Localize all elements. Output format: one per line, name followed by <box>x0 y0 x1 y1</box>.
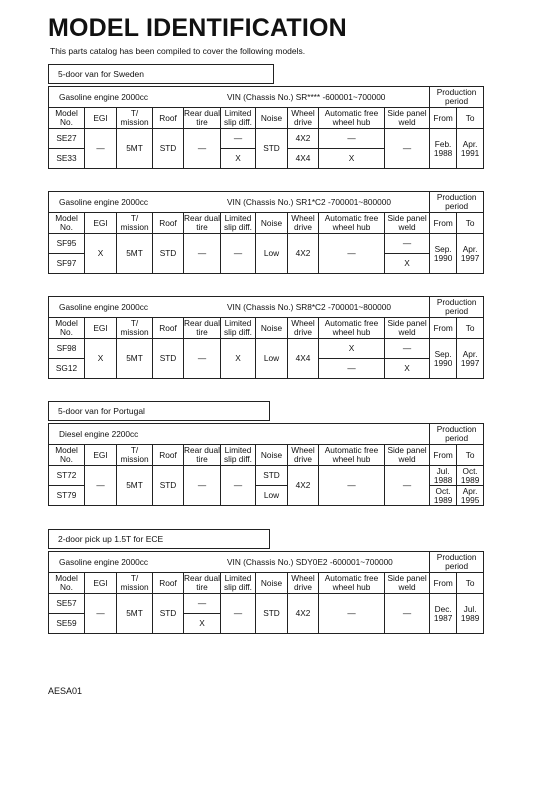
model-number: SF98 <box>49 339 85 359</box>
model-number: SE59 <box>49 614 85 634</box>
limited-slip-value: — <box>221 594 256 634</box>
limited-slip-diff-header: Limited slip diff. <box>221 573 256 594</box>
noise-header: Noise <box>256 108 288 129</box>
rear-dual-tire-value: — <box>184 339 221 379</box>
from-header: From <box>430 318 457 339</box>
wheel-drive-value: 4X2 <box>288 234 319 274</box>
engine-vin-header <box>49 192 430 213</box>
to-header: To <box>457 213 484 234</box>
auto-hub-value-row-1: — <box>319 129 385 149</box>
production-period-header: Production period <box>430 297 484 318</box>
t-mission-value: 5MT <box>117 466 153 506</box>
engine-label: Gasoline engine 2000cc <box>59 556 149 567</box>
t-mission-header: T/ mission <box>117 213 153 234</box>
production-period-header: Production period <box>430 552 484 573</box>
model-no-header: Model No. <box>49 213 85 234</box>
model-number: SF95 <box>49 234 85 254</box>
production-from: Sep. 1990 <box>430 339 457 379</box>
auto-free-wheel-hub-header: Automatic free wheel hub <box>319 445 385 466</box>
egi-value: — <box>85 466 117 506</box>
auto-hub-value-row-1: X <box>319 339 385 359</box>
engine-vin-header <box>49 297 430 318</box>
production-period-header: Production period <box>430 424 484 445</box>
wheel-drive-header: Wheel drive <box>288 318 319 339</box>
auto-free-wheel-hub-header: Automatic free wheel hub <box>319 573 385 594</box>
vin-label: VIN (Chassis No.) SR8*C2 -700001~800000 <box>227 301 391 312</box>
rear-dual-tire-value-row-2: X <box>184 614 221 634</box>
model-no-header: Model No. <box>49 445 85 466</box>
from-header: From <box>430 573 457 594</box>
t-mission-value: 5MT <box>117 129 153 169</box>
wheel-drive-header: Wheel drive <box>288 573 319 594</box>
limited-slip-value: — <box>221 234 256 274</box>
model-no-header: Model No. <box>49 318 85 339</box>
to-header: To <box>457 445 484 466</box>
wheel-drive-value: 4X2 <box>288 594 319 634</box>
noise-value-row-2: Low <box>256 486 288 506</box>
group-label: 5-door van for Portugal <box>48 401 270 421</box>
table-row <box>49 466 484 486</box>
roof-value: STD <box>153 339 184 379</box>
roof-header: Roof <box>153 573 184 594</box>
limited-slip-value: — <box>221 466 256 506</box>
document-code: AESA01 <box>48 686 83 696</box>
egi-value: — <box>85 594 117 634</box>
egi-value: X <box>85 339 117 379</box>
roof-header: Roof <box>153 108 184 129</box>
production-from: Sep. 1990 <box>430 234 457 274</box>
production-to: Apr. 1991 <box>457 129 484 169</box>
rear-dual-tire-header: Rear dual tire <box>184 573 220 592</box>
auto-free-wheel-hub-header: Automatic free wheel hub <box>319 318 385 339</box>
roof-header: Roof <box>153 213 184 234</box>
production-from-row-1: Jul. 1988 <box>430 466 457 486</box>
wheel-drive-header: Wheel drive <box>288 445 319 466</box>
rear-dual-tire-value: — <box>184 234 221 274</box>
side-panel-weld-value-row-1: — <box>385 234 430 254</box>
t-mission-value: 5MT <box>117 339 153 379</box>
noise-value: Low <box>256 339 288 379</box>
to-header: To <box>457 108 484 129</box>
model-number: SE33 <box>49 149 85 169</box>
to-header: To <box>457 573 484 594</box>
from-header: From <box>430 213 457 234</box>
auto-free-wheel-hub-header: Automatic free wheel hub <box>319 213 385 234</box>
wheel-drive-value: 4X4 <box>288 339 319 379</box>
noise-value: Low <box>256 234 288 274</box>
egi-value: X <box>85 234 117 274</box>
auto-hub-value-row-2: X <box>319 149 385 169</box>
limited-slip-diff-header: Limited slip diff. <box>221 213 256 234</box>
side-panel-weld-value-row-2: X <box>385 359 430 379</box>
auto-hub-value: — <box>319 594 385 634</box>
side-panel-weld-header: Side panel weld <box>385 573 430 594</box>
auto-hub-value-row-2: — <box>319 359 385 379</box>
wheel-drive-value-row-1: 4X2 <box>288 129 319 149</box>
rear-dual-tire-header: Rear dual tire <box>184 108 220 127</box>
auto-free-wheel-hub-header: Automatic free wheel hub <box>319 108 385 129</box>
egi-header: EGI <box>85 213 117 234</box>
noise-value: STD <box>256 594 288 634</box>
limited-slip-diff-header: Limited slip diff. <box>221 108 256 129</box>
noise-header: Noise <box>256 318 288 339</box>
t-mission-value: 5MT <box>117 594 153 634</box>
side-panel-weld-value-row-2: X <box>385 254 430 274</box>
rear-dual-tire-value-row-1: — <box>184 594 221 614</box>
roof-value: STD <box>153 129 184 169</box>
engine-vin-header <box>49 552 430 573</box>
from-header: From <box>430 108 457 129</box>
side-panel-weld-value-row-1: — <box>385 339 430 359</box>
t-mission-header: T/ mission <box>117 108 153 129</box>
production-to: Apr. 1997 <box>457 339 484 379</box>
roof-value: STD <box>153 466 184 506</box>
engine-label: Diesel engine 2200cc <box>59 428 139 439</box>
page-title: MODEL IDENTIFICATION <box>48 14 347 42</box>
model-spec-table <box>48 191 484 274</box>
rear-dual-tire-header: Rear dual tire <box>184 318 220 337</box>
model-no-header: Model No. <box>49 108 85 129</box>
noise-header: Noise <box>256 445 288 466</box>
t-mission-header: T/ mission <box>117 318 153 339</box>
roof-header: Roof <box>153 318 184 339</box>
production-to-row-2: Apr. 1995 <box>457 486 484 506</box>
table-row <box>49 234 484 254</box>
limited-slip-diff-header: Limited slip diff. <box>221 445 256 466</box>
limited-slip-value-row-1: — <box>221 129 256 149</box>
production-to: Jul. 1989 <box>457 594 484 634</box>
side-panel-weld-value: — <box>385 594 430 634</box>
model-number: SE27 <box>49 129 85 149</box>
auto-hub-value: — <box>319 234 385 274</box>
model-number: ST72 <box>49 466 85 486</box>
table-row <box>49 339 484 359</box>
production-from: Feb. 1988 <box>430 129 457 169</box>
side-panel-weld-header: Side panel weld <box>385 108 430 129</box>
side-panel-weld-value: — <box>385 466 430 506</box>
t-mission-header: T/ mission <box>117 445 153 466</box>
wheel-drive-header: Wheel drive <box>288 108 319 129</box>
engine-label: Gasoline engine 2000cc <box>59 301 149 312</box>
egi-header: EGI <box>85 108 117 129</box>
production-from-row-2: Oct. 1989 <box>430 486 457 506</box>
model-no-header: Model No. <box>49 573 85 594</box>
t-mission-value: 5MT <box>117 234 153 274</box>
limited-slip-value: X <box>221 339 256 379</box>
model-number: SE57 <box>49 594 85 614</box>
side-panel-weld-header: Side panel weld <box>385 445 430 466</box>
egi-header: EGI <box>85 318 117 339</box>
engine-vin-header <box>49 424 430 445</box>
production-to: Apr. 1997 <box>457 234 484 274</box>
wheel-drive-value: 4X2 <box>288 466 319 506</box>
from-header: From <box>430 445 457 466</box>
model-spec-table <box>48 423 484 506</box>
rear-dual-tire-header: Rear dual tire <box>184 445 220 464</box>
production-to-row-1: Oct. 1989 <box>457 466 484 486</box>
wheel-drive-header: Wheel drive <box>288 213 319 234</box>
noise-value-row-1: STD <box>256 466 288 486</box>
vin-label: VIN (Chassis No.) SDY0E2 -600001~700000 <box>227 556 393 567</box>
vin-label: VIN (Chassis No.) SR1*C2 -700001~800000 <box>227 196 391 207</box>
egi-header: EGI <box>85 573 117 594</box>
model-number: SG12 <box>49 359 85 379</box>
wheel-drive-value-row-2: 4X4 <box>288 149 319 169</box>
engine-vin-header <box>49 87 430 108</box>
side-panel-weld-value: — <box>385 129 430 169</box>
egi-value: — <box>85 129 117 169</box>
roof-value: STD <box>153 594 184 634</box>
side-panel-weld-header: Side panel weld <box>385 318 430 339</box>
rear-dual-tire-header: Rear dual tire <box>184 213 220 232</box>
noise-header: Noise <box>256 573 288 594</box>
group-label: 5-door van for Sweden <box>48 64 274 84</box>
model-number: ST79 <box>49 486 85 506</box>
side-panel-weld-header: Side panel weld <box>385 213 430 234</box>
table-row <box>49 129 484 149</box>
noise-header: Noise <box>256 213 288 234</box>
group-label: 2-door pick up 1.5T for ECE <box>48 529 270 549</box>
roof-header: Roof <box>153 445 184 466</box>
to-header: To <box>457 318 484 339</box>
production-period-header: Production period <box>430 192 484 213</box>
t-mission-header: T/ mission <box>117 573 153 594</box>
noise-value: STD <box>256 129 288 169</box>
roof-value: STD <box>153 234 184 274</box>
production-from: Dec. 1987 <box>430 594 457 634</box>
vin-label: VIN (Chassis No.) SR**** -600001~700000 <box>227 91 386 102</box>
model-spec-table <box>48 551 484 634</box>
production-period-header: Production period <box>430 87 484 108</box>
rear-dual-tire-value: — <box>184 466 221 506</box>
auto-hub-value: — <box>319 466 385 506</box>
model-spec-table <box>48 86 484 169</box>
engine-label: Gasoline engine 2000cc <box>59 196 149 207</box>
limited-slip-value-row-2: X <box>221 149 256 169</box>
table-row <box>49 594 484 614</box>
model-spec-table <box>48 296 484 379</box>
page-subtitle: This parts catalog has been compiled to cover the following models. <box>50 46 306 56</box>
limited-slip-diff-header: Limited slip diff. <box>221 318 256 339</box>
model-number: SF97 <box>49 254 85 274</box>
egi-header: EGI <box>85 445 117 466</box>
engine-label: Gasoline engine 2000cc <box>59 91 149 102</box>
rear-dual-tire-value: — <box>184 129 221 169</box>
